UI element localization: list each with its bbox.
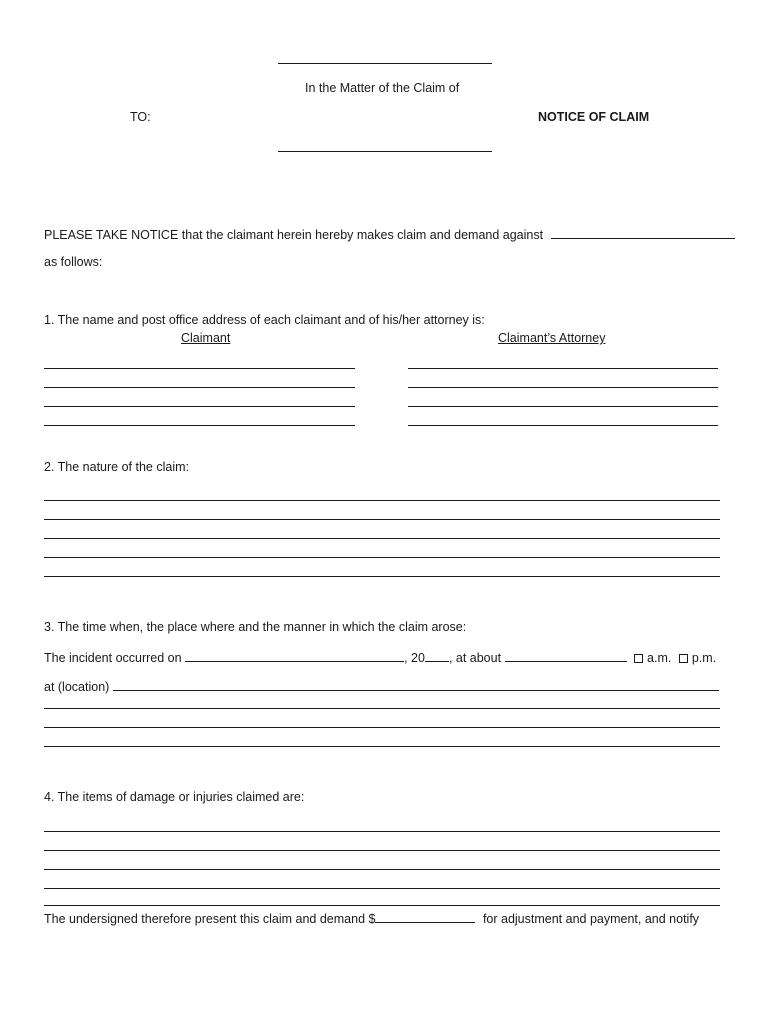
am-label: a.m. <box>647 651 672 665</box>
incident-date-field[interactable] <box>185 649 404 662</box>
claimant-column-label: Claimant <box>181 331 231 345</box>
damages-line[interactable] <box>44 888 720 889</box>
damages-line[interactable] <box>44 850 720 851</box>
pm-checkbox[interactable] <box>679 654 688 663</box>
section-4-heading: 4. The items of damage or injuries claimed are: <box>44 790 305 804</box>
claimant-address-line[interactable] <box>44 368 355 369</box>
attorney-column-label: Claimant’s Attorney <box>498 331 606 345</box>
location-row <box>44 678 719 694</box>
claim-nature-line[interactable] <box>44 500 720 501</box>
year-prefix: , 20 <box>404 651 425 665</box>
incident-year-field[interactable] <box>425 649 449 662</box>
matter-text: In the Matter of the Claim of <box>305 81 460 95</box>
notice-text: PLEASE TAKE NOTICE that the claimant herein hereby makes claim and demand against <box>44 228 544 242</box>
damages-line[interactable] <box>44 905 720 906</box>
attorney-address-line[interactable] <box>408 406 718 407</box>
section-2-heading: 2. The nature of the claim: <box>44 460 189 474</box>
attorney-address-line[interactable] <box>408 387 718 388</box>
damages-line[interactable] <box>44 831 720 832</box>
claim-arose-line[interactable] <box>44 727 720 728</box>
demand-amount-field[interactable] <box>375 910 475 923</box>
claim-nature-line[interactable] <box>44 538 720 539</box>
attorney-address-line[interactable] <box>408 368 718 369</box>
page-title: NOTICE OF CLAIM <box>538 110 650 124</box>
section-3-heading: 3. The time when, the place where and the manner in which the claim arose: <box>44 620 467 634</box>
claim-arose-line[interactable] <box>44 746 720 747</box>
demand-suffix: for adjustment and payment, and notify <box>482 912 700 926</box>
location-field[interactable] <box>113 678 719 691</box>
location-label: at (location) <box>44 680 110 694</box>
notice-line-1 <box>44 226 735 242</box>
am-checkbox[interactable] <box>634 654 643 663</box>
at-about-label: , at about <box>448 651 502 665</box>
claim-nature-line[interactable] <box>44 519 720 520</box>
incident-time-field[interactable] <box>505 649 627 662</box>
incident-prefix: The incident occurred on <box>44 651 182 665</box>
matter-bottom-line[interactable] <box>278 151 492 152</box>
demand-prefix: The undersigned therefore present this claim and demand $ <box>44 912 376 926</box>
claimant-address-line[interactable] <box>44 425 355 426</box>
notice-line-2: as follows: <box>44 255 103 269</box>
to-label: TO: <box>130 110 151 124</box>
damages-line[interactable] <box>44 869 720 870</box>
claimant-address-line[interactable] <box>44 387 355 388</box>
section-1-heading: 1. The name and post office address of each claimant and of his/her attorney is: <box>44 313 485 327</box>
incident-date-row <box>44 649 716 665</box>
claim-nature-line[interactable] <box>44 557 720 558</box>
pm-label: p.m. <box>691 651 717 665</box>
claimant-address-line[interactable] <box>44 406 355 407</box>
attorney-address-line[interactable] <box>408 425 718 426</box>
demand-row <box>44 910 699 926</box>
claim-arose-line[interactable] <box>44 708 720 709</box>
matter-top-line[interactable] <box>278 63 492 64</box>
against-party-field[interactable] <box>551 226 735 239</box>
claim-nature-line[interactable] <box>44 576 720 577</box>
